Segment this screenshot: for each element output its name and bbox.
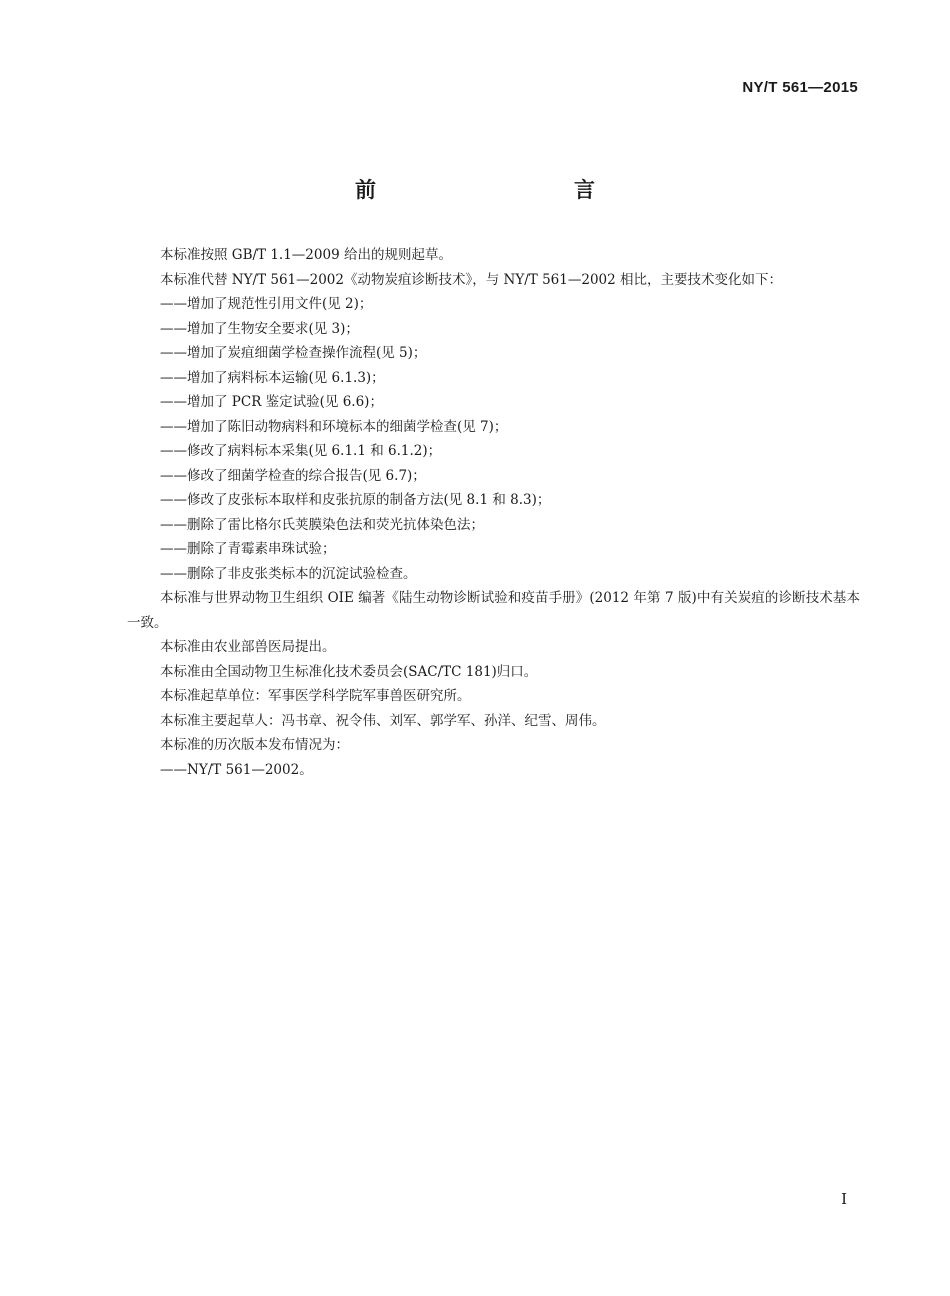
foreword-body bbox=[127, 243, 860, 782]
page-title: 前 言 bbox=[355, 178, 647, 202]
history-list bbox=[127, 758, 860, 783]
page-number: I bbox=[841, 1190, 847, 1208]
paragraph: 本标准按照 GB/T 1.1—2009 给出的规则起草。 bbox=[160, 247, 452, 263]
list-item: ——修改了病料标本采集(见 6.1.1 和 6.1.2)； bbox=[160, 443, 442, 459]
paragraph: 本标准由农业部兽医局提出。 bbox=[160, 639, 336, 655]
list-item: ——删除了雷比格尔氏荚膜染色法和荧光抗体染色法； bbox=[160, 516, 484, 533]
list-item: ——删除了非皮张类标本的沉淀试验检查。 bbox=[160, 565, 417, 582]
paragraph: 本标准代替 NY/T 561—2002《动物炭疽诊断技术》，与 NY/T 561—2002 相比，主要技术变化如下： bbox=[160, 271, 783, 288]
paragraph: 本标准的历次版本发布情况为： bbox=[160, 737, 349, 753]
list-item: ——增加了病料标本运输(见 6.1.3)； bbox=[160, 369, 385, 386]
paragraph: 本标准与世界动物卫生组织 OIE 编著《陆生动物诊断试验和疫苗手册》(2012 年第 7 版)中有关炭疽的诊断技术基本一致。 bbox=[127, 590, 860, 631]
list-item: ——增加了陈旧动物病料和环境标本的细菌学检查(见 7)； bbox=[160, 418, 508, 435]
paragraph: 本标准起草单位：军事医学科学院军事兽医研究所。 bbox=[160, 688, 471, 704]
list-item: ——增加了规范性引用文件(见 2)； bbox=[160, 296, 373, 312]
list-item: ——删除了青霉素串珠试验； bbox=[160, 541, 336, 557]
standard-code: NY/T 561—2015 bbox=[742, 79, 858, 96]
changes-list bbox=[127, 292, 860, 586]
list-item: ——增加了炭疽细菌学检查操作流程(见 5)； bbox=[160, 345, 427, 361]
list-item: ——修改了皮张标本取样和皮张抗原的制备方法(见 8.1 和 8.3)； bbox=[160, 492, 551, 508]
paragraph: 本标准由全国动物卫生标准化技术委员会(SAC/TC 181)归口。 bbox=[160, 663, 538, 680]
list-item: ——增加了 PCR 鉴定试验(见 6.6)； bbox=[160, 394, 383, 410]
list-item: ——增加了生物安全要求(见 3)； bbox=[160, 320, 359, 337]
paragraph: 本标准主要起草人：冯书章、祝令伟、刘军、郭学军、孙洋、纪雪、周伟。 bbox=[160, 712, 606, 729]
list-item: ——修改了细菌学检查的综合报告(见 6.7)； bbox=[160, 467, 426, 484]
list-item: ——NY/T 561—2002。 bbox=[160, 761, 313, 778]
